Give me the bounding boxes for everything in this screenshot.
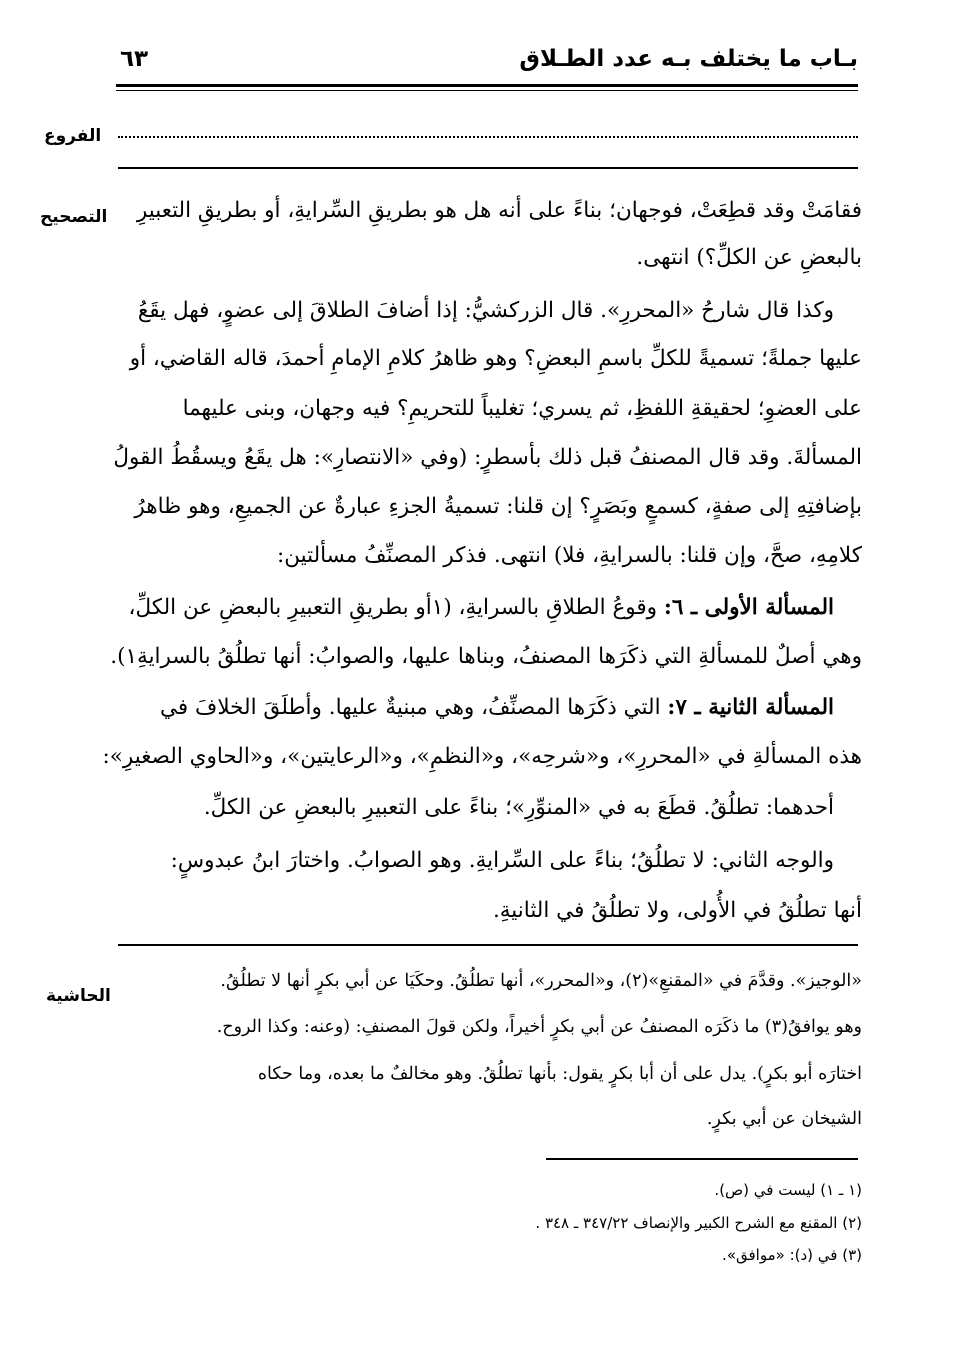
- header-rule-thick: [116, 84, 858, 87]
- footnote-separator: [546, 1158, 858, 1160]
- tashih-line: فقامَتْ وقد قطِعَتْ، فوجهان؛ بناءً على أنه هل هو بطريقِ السِّرايةِ، أو بطريقِ التعبيرِ: [136, 198, 862, 223]
- footnote: (١ ـ ١) ليست في (ص).: [714, 1181, 862, 1199]
- mas2-text: التي ذكَرَها المصنِّفُ، وهي مبنيةٌ عليها. وأطلَقَ الخلافَ في: [160, 695, 661, 720]
- header-rule-thin: [116, 90, 858, 91]
- running-header-title: بـاب ما يختلف بـه عدد الطـلاق: [519, 46, 858, 72]
- tashih-line: أحدهما: تطلُقُ. قطَعَ به في «المنوِّرِ»؛ بناءً على التعبيرِ بالبعضِ عن الكلِّ.: [203, 795, 834, 820]
- hashia-line: اختارَه أبو بكرٍ). يدل على أن أبا بكرٍ يقول: بأنها تطلُقُ. وهو مخالفٌ ما بعده، وما حكاه: [257, 1064, 862, 1084]
- tashih-line: عليها جملةً؛ تسميةً للكلِّ باسمِ البعضِ؟ وهو ظاهرُ كلامِ الإمامِ أحمدَ، قاله القاضي، أو: [129, 346, 862, 371]
- tashih-line: كلامِهِ، صحَّ، وإن قلنا: بالسرايةِ، فلا) انتهى. فذكر المصنِّفُ مسألتين:: [277, 543, 862, 568]
- hashia-line: وهو يوافقُ(٣) ما ذكَرَه المصنفُ عن أبي بكرٍ أخيراً، ولكن قولَ المصنفِ: (وعنه: وكذا الروح.: [216, 1017, 862, 1037]
- tashih-line: وهي أصلٌ للمسألةِ التي ذكَرَها المصنفُ، وبناها عليها، والصوابُ: أنها تطلُقُ بالسرايةِ١).: [110, 644, 862, 669]
- tashih-line: على العضوِ؛ لحقيقةِ اللفظِ، ثم يسري؛ تغليباً للتحريمِ؟ فيه وجهان، وبنى عليهما: [182, 396, 862, 421]
- tashih-line: وكذا قال شارحُ «المحررِ». قال الزركشيُّ: إذا أضافَ الطلاقَ إلى عضوٍ، فهل يقَعُ: [137, 298, 834, 323]
- tashih-line: بإضافتِهِ إلى صفةٍ، كسمعٍ وبَصَرٍ؟ إن قلنا: تسميةُ الجزءِ عبارةٌ عن الجميعِ، وهو ظاهرُ: [134, 494, 862, 519]
- mas2-line: [112, 697, 834, 719]
- hashia-label: الحاشية: [46, 986, 111, 1006]
- tashih-line: هذه المسألةِ في «المحررِ»، و«شرحِه»، و«النظمِ»، و«الرعايتين»، و«الحاوي الصغيرِ»:: [102, 744, 862, 769]
- furu-rule: [118, 167, 858, 169]
- furu-label: الفروع: [44, 126, 102, 146]
- mas1-text: وقوعُ الطلاقِ بالسرايةِ، (١أو بطريقِ التعبيرِ بالبعضِ عن الكلِّ،: [128, 595, 658, 620]
- page-number: ٦٣: [120, 46, 149, 72]
- mas2-lead: المسألة الثانية ـ ٧:: [667, 695, 834, 720]
- hashia-line: «الوجيز». وقدَّمَ في «المقنعِ»(٢)، و«المحرر»، أنها تطلُقُ. وحكَيَا عن أبي بكرٍ أنها لا تطلُقُ.: [220, 971, 862, 991]
- mas1-line: [112, 597, 834, 619]
- footnote: (٢) المقنع مع الشرح الكبير والإنصاف ٣٤٧/٢٢ ـ ٣٤٨ .: [535, 1214, 862, 1232]
- tashih-line: والوجه الثاني: لا تطلُقُ؛ بناءً على السِّرايةِ. وهو الصوابُ. واختارَ ابنُ عبدوسٍ:: [170, 848, 834, 873]
- footnote: (٣) في (د): «موافق».: [722, 1246, 862, 1264]
- furu-dotted-line: [118, 136, 858, 138]
- hashia-line: الشيخان عن أبي بكرٍ.: [706, 1109, 862, 1129]
- tashih-rule: [118, 944, 858, 946]
- tashih-line: أنها تطلُقُ في الأُولى، ولا تطلُقُ في الثانيةِ.: [492, 898, 862, 923]
- tashih-label: التصحيح: [40, 207, 108, 227]
- mas1-lead: المسألة الأولى ـ ٦:: [663, 595, 834, 620]
- tashih-line: بالبعضِ عن الكلِّ؟) انتهى.: [636, 245, 862, 270]
- tashih-line: المسألةَ. وقد قال المصنفُ قبل ذلك بأسطرٍ: (وفي «الانتصارِ»: هل يقَعُ ويسقُطُ القولُ: [113, 445, 862, 470]
